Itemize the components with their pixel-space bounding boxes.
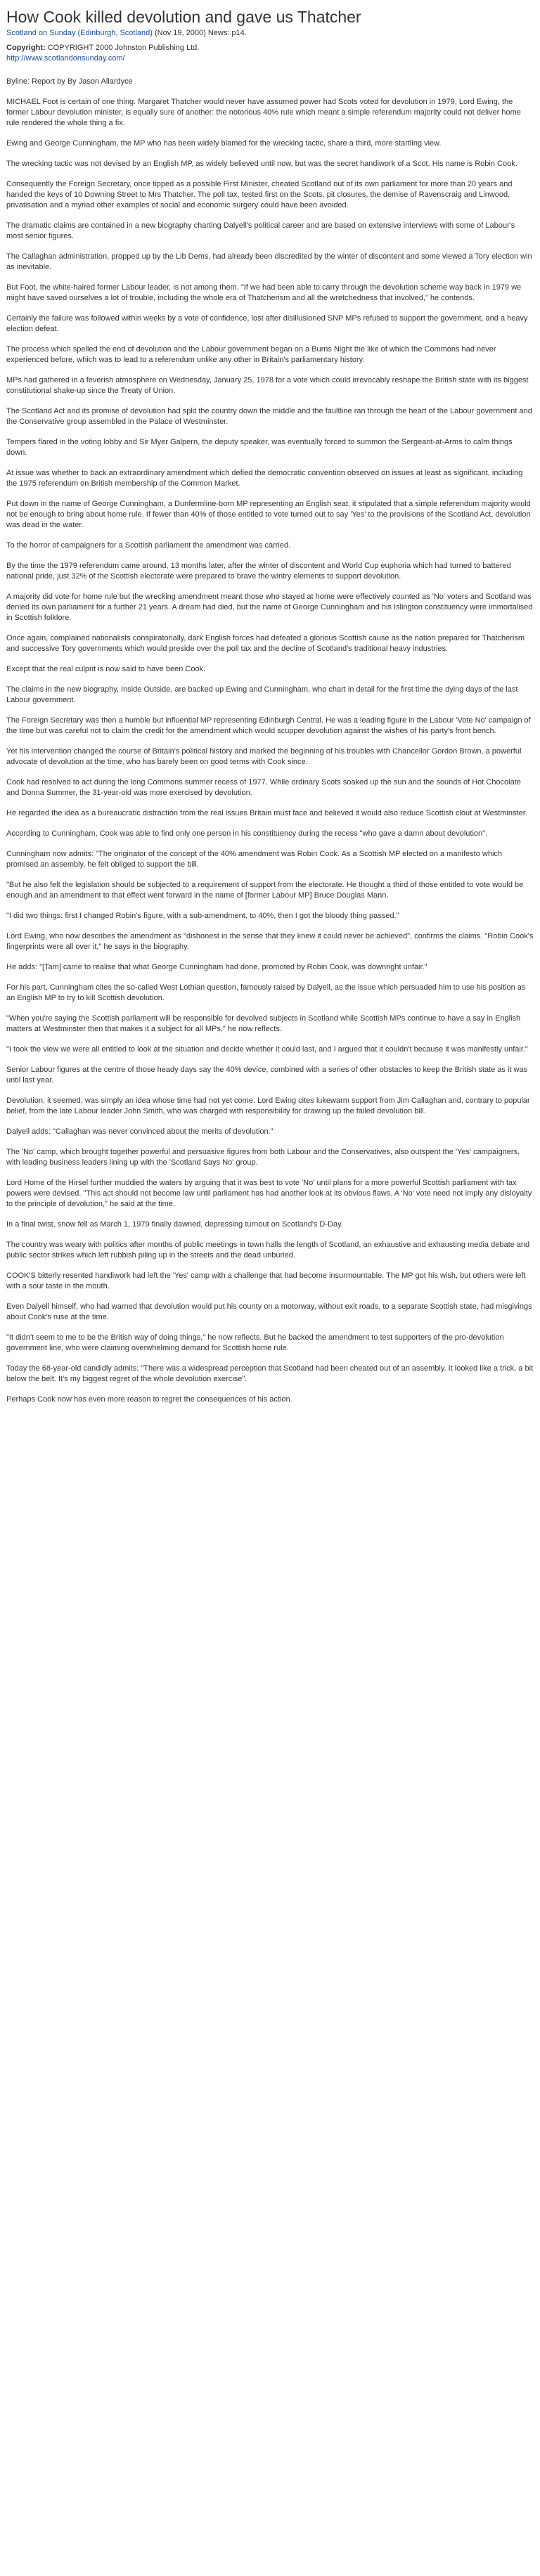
article-paragraph: "When you're saying the Scottish parliament will be responsible for devolved subjects in Scotland while Scottish MPs continue to have a say in English matters at Westminster then that makes it a subject for all MPs," he now reflects. <box>6 1014 521 1033</box>
publication-link[interactable]: Scotland on Sunday (Edinburgh, Scotland) <box>6 29 153 37</box>
article-paragraph: The dramatic claims are contained in a new biography charting Dalyell's political career and are based on extensive interviews with some of Labour's most senior figures. <box>6 221 515 240</box>
article-paragraph: Put down in the name of George Cunningham, a Dunfermline-born MP representing an English seat, it stipulated that a simple referendum majority would not be enough to bring about home rule. If fewer than 40% of those entitled to vote turned out to say 'Yes' to the provisions of the Scotland Act, devolution was dead in the water. <box>6 500 531 529</box>
article-paragraph: A majority did vote for home rule but the wrecking amendment meant those who stayed at home were effectively counted as 'No' voters and Scotland was denied its own parliament for a further 21 years. A dream had died, but the name of George Cunningham and his Islington constituency were immortalised in Scottish folklore. <box>6 593 533 622</box>
article-body <box>6 97 534 1405</box>
article-paragraph: "I took the view we were all entitled to look at the situation and decide whether it could last, and I argued that it couldn't because it was manifestly unfair." <box>6 1045 528 1054</box>
article-paragraph: "But he also felt the legislation should be subjected to a requirement of support from the electorate. He thought a third of those entitled to vote would be enough and an amendment to that effect went forward in the name of [former Labour MP] Bruce Douglas Mann. <box>6 881 524 900</box>
article-paragraph: Yet his intervention changed the course of Britain's political history and marked the beginning of his troubles with Chancellor Gordon Brown, a powerful advocate of devolution at the time, who has barely been on good terms with Cook since. <box>6 747 522 766</box>
article-paragraph: According to Cunningham, Cook was able to find only one person in his constituency during the recess "who gave a damn about devolution". <box>6 829 488 838</box>
article-paragraph: The wrecking tactic was not devised by an English MP, as widely believed until now, but was the secret handiwork of a Scot. His name is Robin Cook. <box>6 160 518 168</box>
article-paragraph: Once again, complained nationalists conspiratorially, dark English forces had defeated a glorious Scottish cause as the nation prepared for Thatcherism and successive Tory governments which would preside over the poll tax and the decline of Scotland's traditional heavy industries. <box>6 634 525 653</box>
article-paragraph: The 'No' camp, which brought together powerful and persuasive figures from both Labour and the Conservatives, also outspent the 'Yes' campaigners, with leading business leaders lining up with the 'Scotland Says No' group. <box>6 1148 520 1167</box>
article-paragraph: For his part, Cunningham cites the so-called West Lothian question, famously raised by Dalyell, as the issue which persuaded him to use his position as an English MP to try to kill Scottish devolution. <box>6 983 526 1002</box>
article-paragraph: Lord Ewing, who now describes the amendment as "dishonest in the sense that they knew it could never be achieved", confirms the claims. "Robin Cook's fingerprints were all over it," he says in the biography. <box>6 932 534 951</box>
source-line <box>6 28 534 39</box>
publication-date: (Nov 19, 2000) <box>154 29 206 37</box>
article-paragraph: Senior Labour figures at the centre of those heady days say the 40% device, combined with a series of other obstacles to keep the British state as it was until last year. <box>6 1066 528 1085</box>
article-paragraph: At issue was whether to back an extraordinary amendment which defied the democratic convention observed on issues at least as significant, including the 1975 referendum on British membership of the Common Market. <box>6 469 523 488</box>
article-paragraph: The Scotland Act and its promise of devolution had split the country down the middle and the faultline ran through the heart of the Labour government and the Conservative group assembled in the Palace of Westminster. <box>6 407 532 426</box>
article-paragraph: Cook had resolved to act during the long Commons summer recess of 1977. While ordinary Scots soaked up the sun and the sounds of Hot Chocolate and Donna Summer, the 31-year-old was more exercised by devolution. <box>6 778 521 797</box>
copyright-text: COPYRIGHT 2000 Johnston Publishing Ltd. <box>47 44 200 52</box>
article-paragraph: The Foreign Secretary was then a humble but influential MP representing Edinburgh Central. He was a leading figure in the Labour 'Vote No' campaign of the time but was careful not to claim the credit for the amendment which would scupper devolution against the wishes of his party's front bench. <box>6 716 531 735</box>
article-paragraph: The claims in the new biography, Inside Outside, are backed up Ewing and Cunningham, who chart in detail for the first time the dying days of the last Labour government. <box>6 685 518 704</box>
article-paragraph: But Foot, the white-haired former Labour leader, is not among them. "If we had been able to carry through the devolution scheme way back in 1979 we might have saved ourselves a lot of trouble, including the whole era of Thatcherism and all the wretchedness that involved," he contends. <box>6 283 522 302</box>
byline: Byline: Report by By Jason Allardyce <box>6 77 133 86</box>
article-paragraph: Today the 68-year-old candidly admits: "There was a widespread perception that Scotland had been cheated out of an assembly. It looked like a trick, a bit below the belt. It's my biggest regret of the whole devolution exercise". <box>6 1364 534 1383</box>
article-paragraph: MPs had gathered in a feverish atmosphere on Wednesday, January 25, 1978 for a vote which could irrevocably reshape the British state with its biggest constitutional shake-up since the Treaty of Union. <box>6 376 529 395</box>
article-paragraph: Cunningham now admits: "The originator of the concept of the 40% amendment was Robin Cook. As a Scottish MP elected on a manifesto which promised an assembly, he felt obliged to support the bill. <box>6 850 503 869</box>
copyright-label: Copyright: <box>6 44 46 52</box>
article-paragraph: He regarded the idea as a bureaucratic distraction from the real issues Britain must face and believed it would also reduce Scottish clout at Westminster. <box>6 809 527 817</box>
article-paragraph: "It didn't seem to me to be the British way of doing things," he now reflects. But he backed the amendment to test supporters of the pro-devolution government line, who were claiming overwhelming demand for Scottish home rule. <box>6 1333 504 1352</box>
article-paragraph: Consequently the Foreign Secretary, once tipped as a possible First Minister, cheated Scotland out of its own parliament for more than 20 years and handed the keys of 10 Downing Street to Mrs Thatcher. The poll tax, tested first on the Scots, pit closures, the demise of Ravenscraig and Linwood, privatisation and a myriad other examples of social and economic surgery could have been avoided. <box>6 180 513 209</box>
article-paragraph: Devolution, it seemed, was simply an idea whose time had not yet come. Lord Ewing cites lukewarm support from Jim Callaghan and, contrary to popular belief, from the late Labour leader John Smith, who was charged with responsibility for drawing up the failed devolution bill. <box>6 1096 530 1115</box>
article-paragraph: The Callaghan administration, propped up by the Lib Dems, had already been discredited by the winter of discontent and some viewed a Tory election win as inevitable. <box>6 252 532 271</box>
article-paragraph: By the time the 1979 referendum came around, 13 months later, after the winter of discontent and World Cup euphoria which had turned to battered national pride, just 32% of the Scottish electorate were prepared to brave the wintry elements to support devolution. <box>6 562 511 581</box>
article-paragraph: Perhaps Cook now has even more reason to regret the consequences of his action. <box>6 1395 292 1404</box>
article-paragraph: Lord Home of the Hirsel further muddied the waters by arguing that it was best to vote 'No' until plans for a more powerful Scottish parliament with tax powers were devised. "This act should not become law until parliament has had another look at its obvious flaws. A 'No' vote need not imply any disloyalty to the principle of devolution," he said at the time. <box>6 1179 532 1208</box>
article-paragraph: COOK'S bitterly resented handiwork had left the 'Yes' camp with a challenge that had become insurmountable. The MP got his wish, but others were left with a sour taste in the mouth. <box>6 1271 526 1290</box>
article-paragraph: Certainly the failure was followed within weeks by a vote of confidence, lost after disillusioned SNP MPs refused to support the government, and a heavy election defeat. <box>6 314 528 333</box>
article-paragraph: The country was weary with politics after months of public meetings in town halls the length of Scotland, an exhaustive and exhausting media debate and public sector strikes which left rubbish piling up in the streets and the dead unburied. <box>6 1241 530 1260</box>
publication-url-link[interactable]: http://www.scotlandonsunday.com/ <box>6 54 125 63</box>
article-paragraph: Except that the real culprit is now said to have been Cook. <box>6 665 206 673</box>
article-paragraph: "I did two things: first I changed Robin's figure, with a sub-amendment, to 40%, then I got the bloody thing passed." <box>6 912 399 920</box>
article-paragraph: Tempers flared in the voting lobby and Sir Myer Galpern, the deputy speaker, was eventually forced to summon the Sergeant-at-Arms to calm things down. <box>6 438 513 457</box>
article-paragraph: MICHAEL Foot is certain of one thing. Margaret Thatcher would never have assumed power had Scots voted for devolution in 1979, Lord Ewing, the former Labour devolution minister, is equally sure of another: the notorious 40% rule which meant a simple referendum majority could not deliver home rule rendered the whole thing a fix. <box>6 98 521 127</box>
article-paragraph: Ewing and George Cunningham, the MP who has been widely blamed for the wrecking tactic, share a third, more startling view. <box>6 139 442 148</box>
article-paragraph: The process which spelled the end of devolution and the Labour government began on a Burns Night the like of which the Commons had never experienced before, which was to lead to a referendum unlike any other in Britain's parliamentary history. <box>6 345 496 364</box>
article-paragraph: Even Dalyell himself, who had warned that devolution would put his county on a motorway, without exit roads, to a separate Scottish state, had misgivings about Cook's ruse at the time. <box>6 1302 532 1321</box>
article-title: How Cook killed devolution and gave us Thatcher <box>6 8 361 26</box>
copyright-block <box>6 43 534 64</box>
section-page: News: p14. <box>207 29 247 37</box>
article-paragraph: To the horror of campaigners for a Scottish parliament the amendment was carried. <box>6 541 291 550</box>
article-paragraph: In a final twist, snow fell as March 1, 1979 finally dawned, depressing turnout on Scotland's D-Day. <box>6 1220 343 1229</box>
article-paragraph: Dalyell adds: "Callaghan was never convinced about the merits of devolution." <box>6 1127 274 1136</box>
article-paragraph: He adds: "[Tam] came to realise that what George Cunningham had done, promoted by Robin Cook, was downright unfair." <box>6 963 428 971</box>
